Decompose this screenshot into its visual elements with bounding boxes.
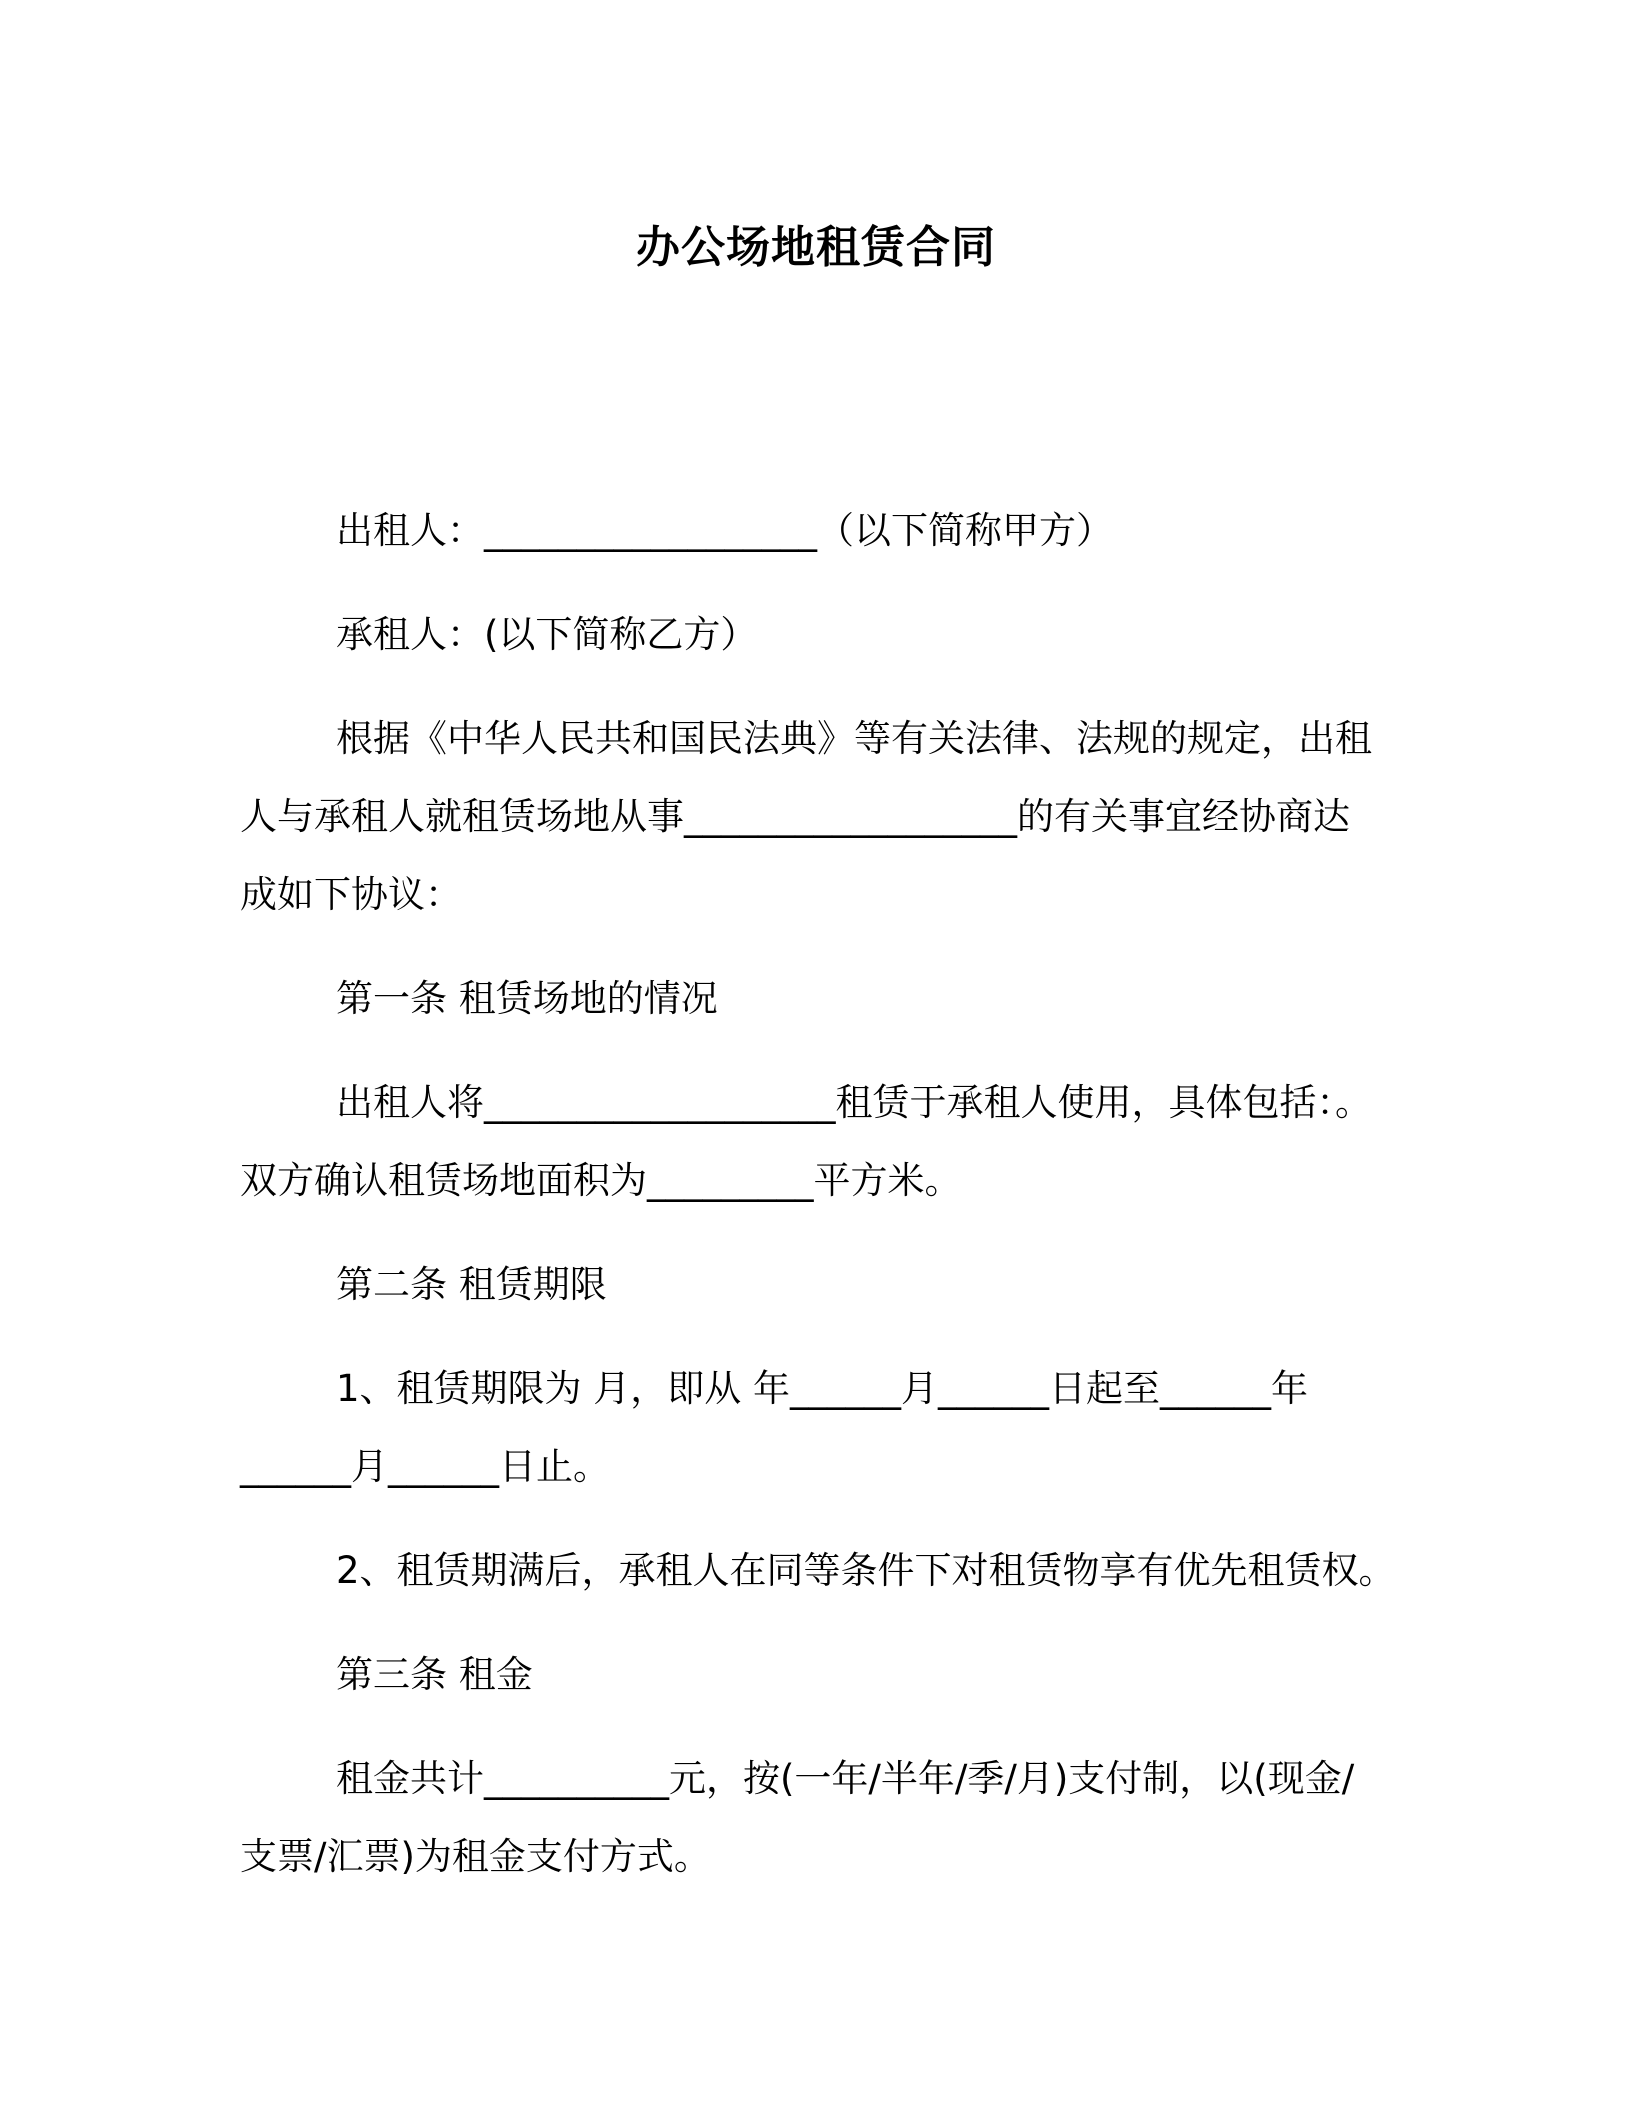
article-2-item-1 — [144, 1350, 1400, 1506]
paragraph-line: 1、租赁期限为 月，即从 年______月______日起至______年 — [336, 1367, 1309, 1410]
paragraph-line: 租金共计__________元，按(一年/半年/季/月)支付制，以(现金/ — [336, 1757, 1355, 1800]
paragraph-line: 支票/汇票)为租金支付方式。 — [240, 1835, 711, 1878]
paragraph-line: 第三条 租金 — [336, 1653, 533, 1696]
article-3-body — [144, 1740, 1400, 1896]
paragraph-line: 第一条 租赁场地的情况 — [336, 977, 718, 1020]
paragraph-line: ______月______日止。 — [240, 1445, 610, 1488]
article-2-item-2 — [240, 1532, 1400, 1610]
document-title: 办公场地租赁合同 — [636, 222, 996, 273]
paragraph-line: 双方确认租赁场地面积为_________平方米。 — [240, 1159, 962, 1202]
article-2-heading — [240, 1246, 1400, 1324]
paragraph-line: 承租人：(以下简称乙方） — [336, 613, 758, 656]
paragraph-preamble — [144, 700, 1400, 934]
paragraph-line: 人与承租人就租赁场地从事__________________的有关事宜经协商达 — [240, 795, 1350, 838]
paragraph-line: 2、租赁期满后，承租人在同等条件下对租赁物享有优先租赁权。 — [336, 1549, 1396, 1592]
paragraph-line: 根据《中华人民共和国民法典》等有关法律、法规的规定，出租 — [336, 717, 1372, 760]
paragraph-line: 出租人：__________________（以下简称甲方） — [336, 509, 1113, 552]
article-3-heading — [240, 1636, 1400, 1714]
paragraph-lessor — [240, 492, 1400, 570]
article-1-body — [144, 1064, 1400, 1220]
article-1-heading — [240, 960, 1400, 1038]
document-body — [240, 492, 1400, 1922]
paragraph-line: 成如下协议： — [240, 873, 462, 916]
paragraph-line: 出租人将___________________租赁于承租人使用，具体包括：。 — [336, 1081, 1372, 1124]
paragraph-line: 第二条 租赁期限 — [336, 1263, 607, 1306]
paragraph-lessee — [240, 596, 1400, 674]
